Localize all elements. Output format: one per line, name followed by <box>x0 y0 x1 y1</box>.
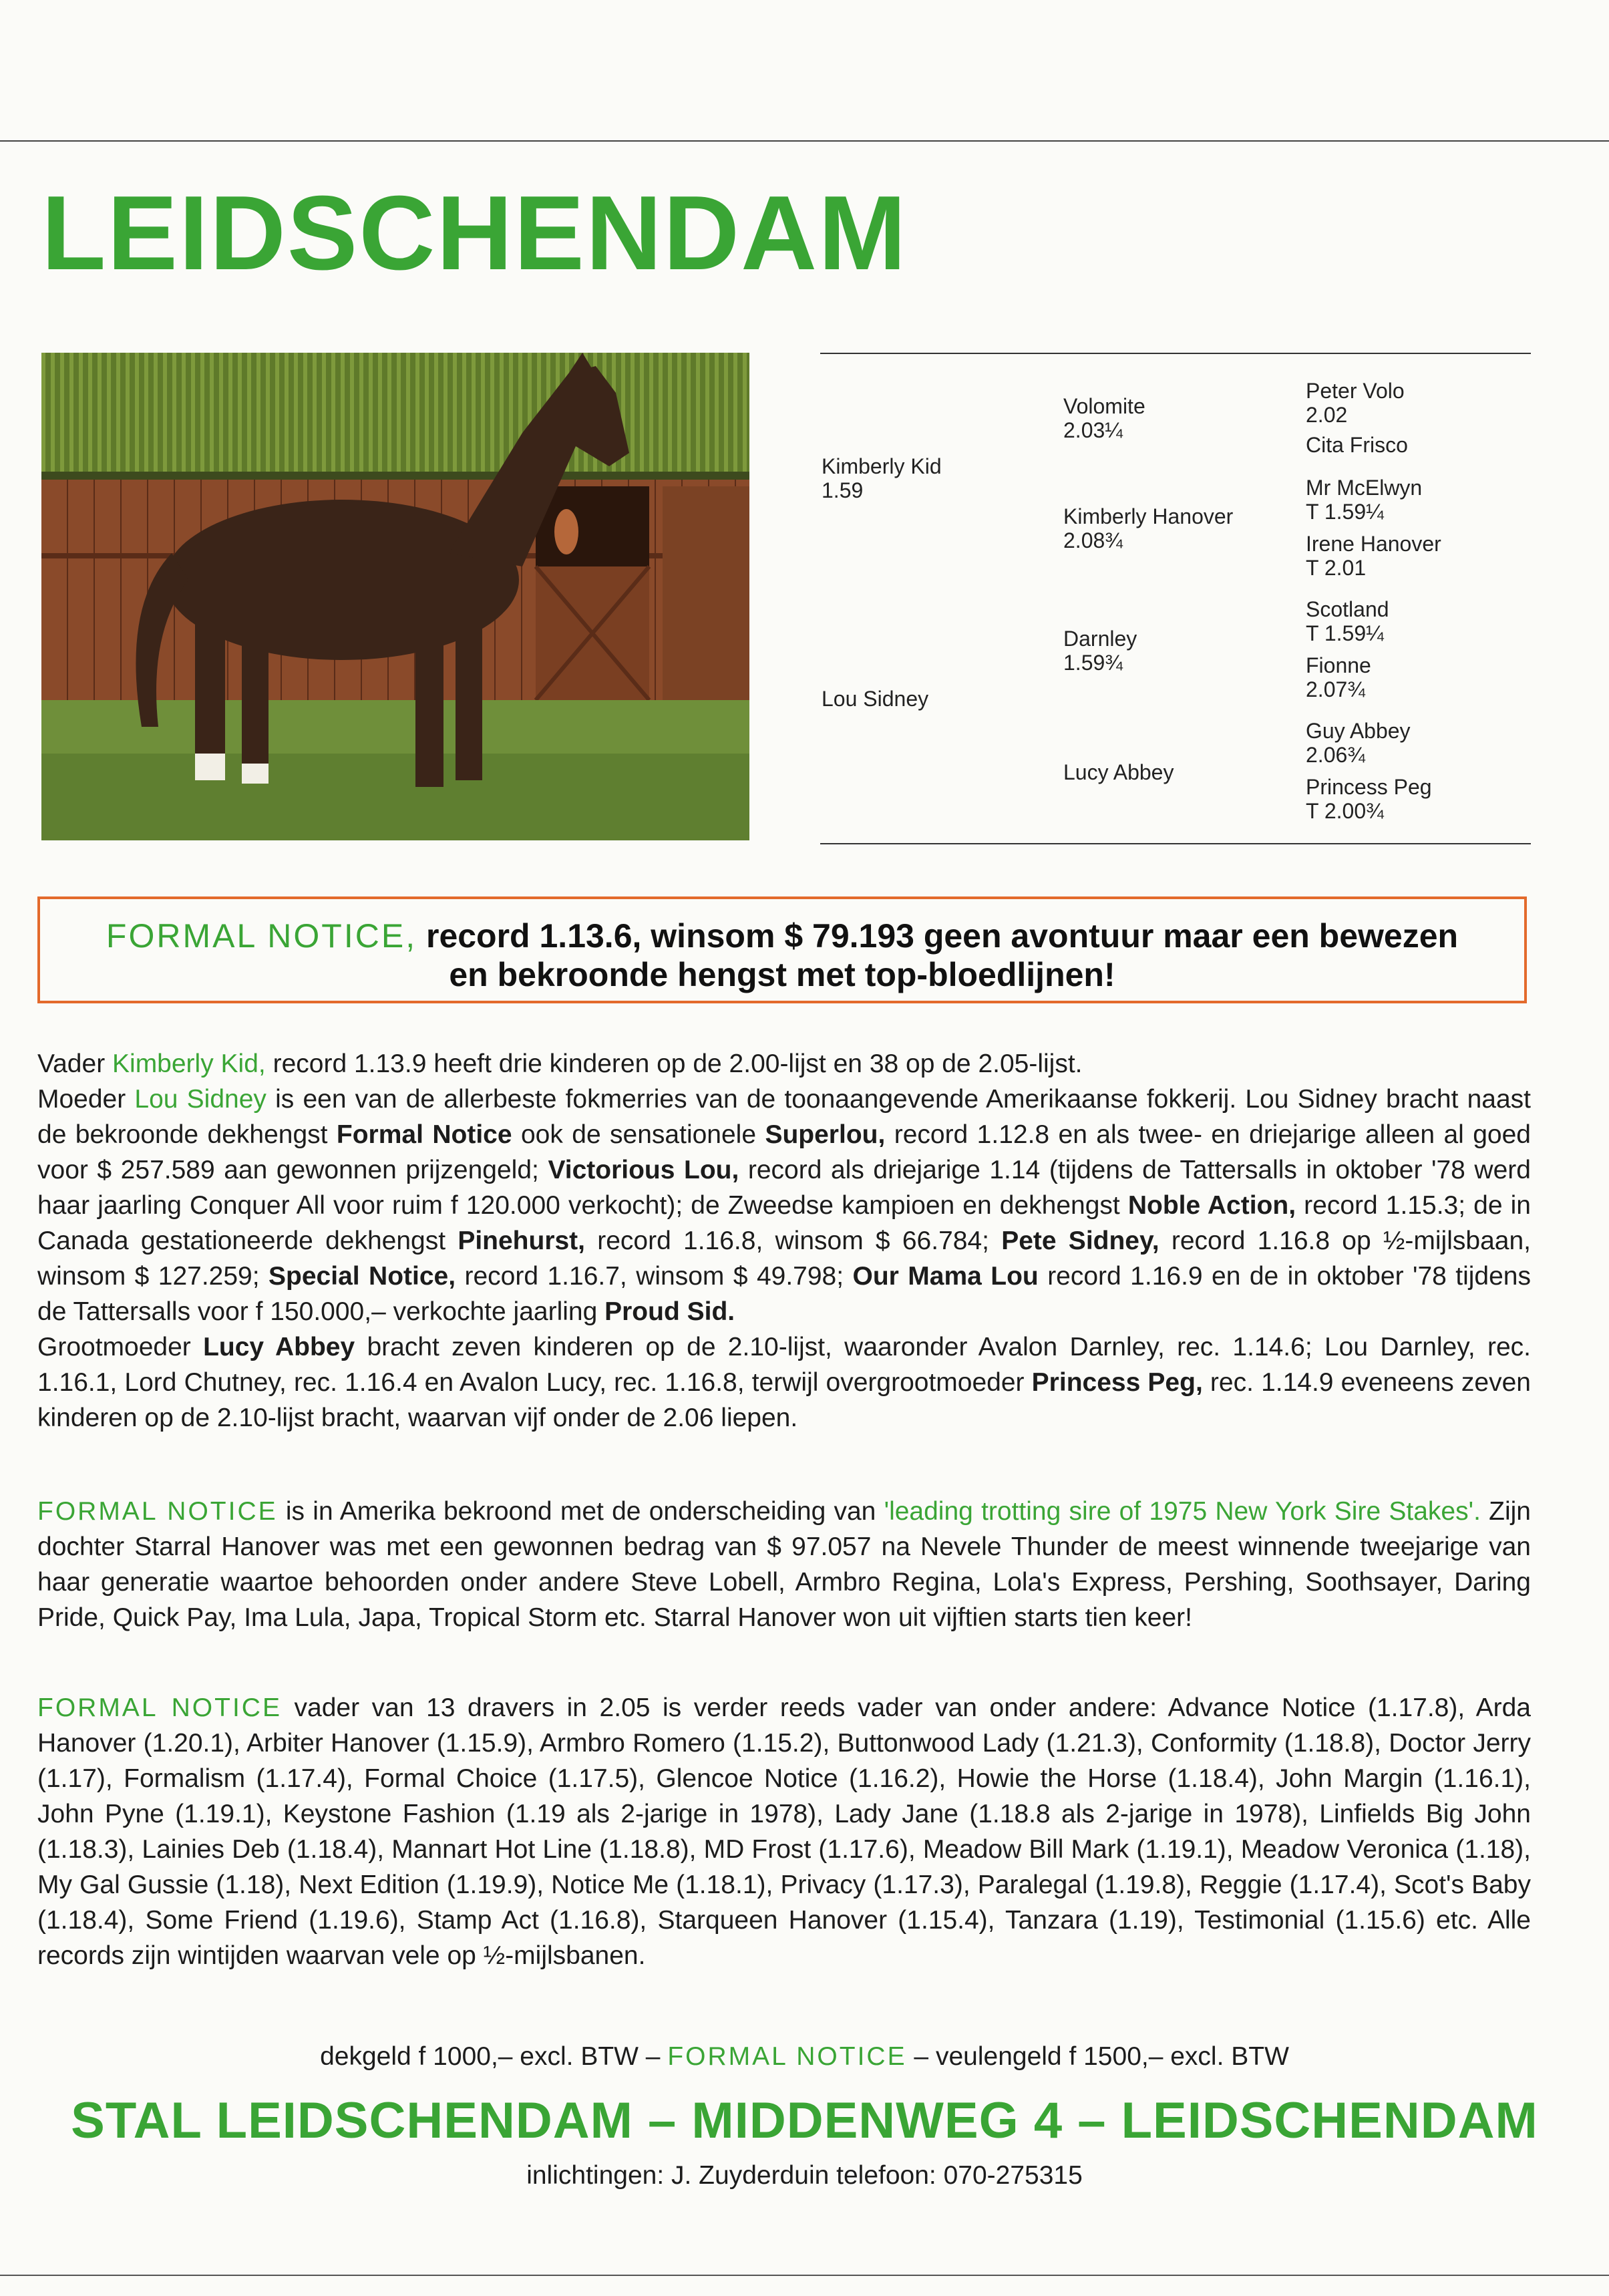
horse-photo <box>41 353 749 840</box>
pedigree-gen2-2: Kimberly Hanover 2.08¾ <box>1063 504 1234 552</box>
stable-address: STAL LEIDSCHENDAM – MIDDENWEG 4 – LEIDSCHENDAM <box>71 2092 1538 2149</box>
pedigree-gen3-2: Cita Frisco <box>1306 433 1408 457</box>
pedigree-gen3-8: Princess Peg T 2.00¾ <box>1306 775 1432 823</box>
pedigree-top-rule <box>820 353 1531 354</box>
pedigree-gen2-4: Lucy Abbey <box>1063 760 1174 784</box>
pedigree-sire: Kimberly Kid 1.59 <box>822 454 942 502</box>
pedigree-gen2-1: Volomite 2.03¼ <box>1063 394 1145 442</box>
pedigree-gen2-3: Darnley 1.59¾ <box>1063 627 1137 675</box>
pedigree-gen3-7: Guy Abbey 2.06¾ <box>1306 719 1411 767</box>
top-rule <box>0 140 1609 142</box>
pedigree-dam: Lou Sidney <box>822 687 929 711</box>
paragraph-award: FORMAL NOTICE is in Amerika bekroond met de onderscheiding van 'leading trotting sire of 1975 New York Sire Stakes'. Zijn dochter Starral Hanover was met een gewonnen bedrag van $ 97.057 na Nevele Thunder de meest winnende tweejarige van haar generatie waartoe behoorden onder andere Steve Lobell, Armbro Regina, Lola's Express, Pershing, Soothsayer, Daring Pride, Quick Pay, Ima Lula, Japa, Tropical Storm etc. Starral Hanover won uit vijftien starts tien keer! <box>37 1497 1531 1632</box>
bottom-rule <box>0 2275 1609 2276</box>
pedigree-bottom-rule <box>820 843 1531 844</box>
contact-info: inlichtingen: J. Zuyderduin telefoon: 070-275315 <box>526 2161 1083 2190</box>
notice-text-line2: en bekroonde hengst met top-bloedlijnen! <box>449 956 1115 993</box>
paragraph-offspring: FORMAL NOTICE vader van 13 dravers in 2.05 is verder reeds vader van onder andere: Advance Notice (1.17.8), Arda Hanover (1.20.1), Arbiter Hanover (1.15.9), Armbro Romero (1.15.2), Buttonwood Lady (1.21.3), Conformity (1.18.8), Doctor Jerry (1.17), Formalism (1.17.4), Formal Choice (1.17.5), Glencoe Notice (1.16.2), Howie the Horse (1.18.4), John Margin (1.16.1), John Pyne (1.19.1), Keystone Fashion (1.19 als 2-jarige in 1978), Lady Jane (1.18.8 als 2-jarige in 1978), Linfields Big John (1.18.3), Lainies Deb (1.18.4), Mannart Hot Line (1.18.8), MD Frost (1.17.6), Meadow Bill Mark (1.19.1), Meadow Veronica (1.18), My Gal Gussie (1.18), Next Edition (1.19.9), Notice Me (1.18.1), Privacy (1.17.3), Paralegal (1.19.8), Reggie (1.17.4), Scot's Baby (1.18.4), Some Friend (1.19.6), Stamp Act (1.16.8), Starqueen Hanover (1.15.4), Tanzara (1.19), Testimonial (1.15.6) etc. Alle records zijn wintijden waarvan vele op ½-mijlsbanen. <box>37 1693 1531 1970</box>
pedigree-gen3-6: Fionne 2.07¾ <box>1306 653 1371 701</box>
notice-box <box>37 896 1527 1003</box>
pedigree-gen3-4: Irene Hanover T 2.01 <box>1306 532 1441 580</box>
pedigree-gen3-5: Scotland T 1.59¼ <box>1306 597 1389 645</box>
page-title: LEIDSCHENDAM <box>41 174 908 292</box>
notice-text-line1: record 1.13.6, winsom $ 79.193 geen avontuur maar een bewezen <box>417 917 1459 955</box>
paragraph-sire-dam: Vader Kimberly Kid, record 1.13.9 heeft drie kinderen op de 2.00-lijst en 38 op de 2.05-lijst. Moeder Lou Sidney is een van de allerbeste fokmerries van de toonaangevende Amerikaanse fokkerij. Lou Sidney bracht naast de bekroonde dekhengst Formal Notice ook de sensationele Superlou, record 1.12.8 en als twee- en driejarige alleen al goed voor $ 257.589 aan gewonnen prijzengeld; Victorious Lou, record als driejarige 1.14 (tijdens de Tattersalls in oktober '78 werd haar jaarling Conquer All voor ruim f 120.000 verkocht); de Zweedse kampioen en dekhengst Noble Action, record 1.15.3; de in Canada gestationeerde dekhengst Pinehurst, record 1.16.8, winsom $ 66.784; Pete Sidney, record 1.16.8 op ½-mijlsbaan, winsom $ 127.259; Special Notice, record 1.16.7, winsom $ 49.798; Our Mama Lou record 1.16.9 en de in oktober '78 tijdens de Tattersalls voor f 150.000,– verkochte jaarling Proud Sid. Grootmoeder Lucy Abbey bracht zeven kinderen op de 2.10-lijst, waaronder Avalon Darnley, rec. 1.14.6; Lou Darnley, rec. 1.16.1, Lord Chutney, rec. 1.16.4 en Avalon Lucy, rec. 1.16.8, terwijl overgrootmoeder Princess Peg, rec. 1.14.9 eveneens zeven kinderen op de 2.10-lijst bracht, waarvan vijf onder de 2.06 liepen. <box>37 1049 1532 1432</box>
pedigree-gen3-3: Mr McElwyn T 1.59¼ <box>1306 476 1423 524</box>
fee-line: dekgeld f 1000,– excl. BTW – FORMAL NOTICE – veulengeld f 1500,– excl. BTW <box>320 2042 1289 2071</box>
pedigree-gen3-1: Peter Volo 2.02 <box>1306 379 1405 427</box>
notice-horse-name: FORMAL NOTICE, <box>106 917 417 955</box>
